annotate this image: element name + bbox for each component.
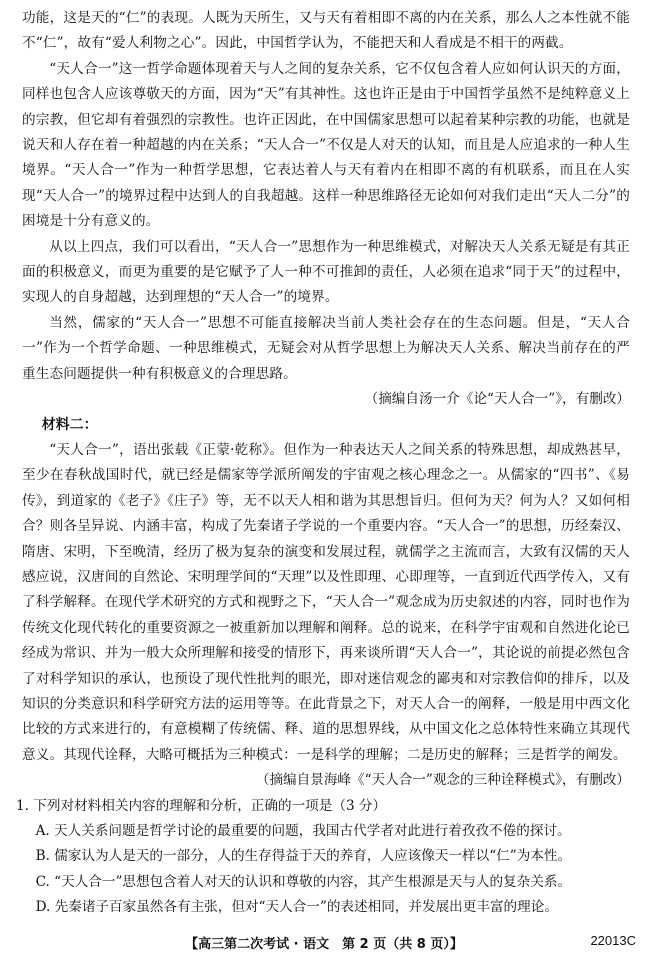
paragraph-ecology: 当然，儒家的“天人合一”思想不可能直接解决当前人类社会存在的生态问题。但是，“天人合一”作为一个哲学命题、一种思维模式，无疑会对从哲学思想上为解决天人关系、解决当前存在的严重生态问题提供一种有积极意义的合理思路。 — [22, 314, 630, 382]
page-footer — [0, 933, 648, 955]
material-2-heading: 材料二： — [41, 416, 98, 433]
paragraph-tianren-relation: “天人合一”这一哲学命题体现着天与人之间的复杂关系，它不仅包含着人应如何认识天的方面，同样也包含人应该尊敬天的方面，因为“天”有其神性。这也许正是由于中国哲学虽然不是纯粹意义上的宗教，但它却有着强烈的宗教性。也许正因此，在中国儒家思想可以起着某种宗教的功能，也就是说天和人存在着一种超越的内在关系；“天人合一”不仅是人对天的认知，而且是人应追求的一种人生境界。“天人合一”作为一种哲学思想，它表达着人与天有着内在相即不离的有机联系，而且在人实现“天人合一”的境界过程中达到人的自我超越。这样一种思维路径无论如何对我们走出“天人二分”的困境是十分有意义的。 — [22, 60, 630, 230]
option-d: D. 先秦诸子百家虽然各有主张，但对“天人合一”的表述相同，并发展出更丰富的理论。 — [35, 899, 558, 916]
footer-page-info: 【高三第二次考试 · 语文 第 2 页（共 8 页）】 — [185, 937, 463, 952]
paragraph-material-2: “天人合一”，语出张载《正蒙·乾称》。但作为一种表达天人之间关系的特殊思想，却成熟甚早，至少在春秋战国时代，就已经是儒家等学派所阐发的宇宙观之核心理念之一。从儒家的“四书”、《易传》，到道家的《老子》《庄子》等，无不以天人相和谐为其思想旨归。但何为天？何为人？又如何相合？则各呈异说、内涵丰富，构成了先秦诸子学说的一个重要内容。“天人合一”的思想，历经秦汉、隋唐、宋明，下至晚清，经历了极为复杂的演变和发展过程，就儒学之主流而言，大致有汉儒的天人感应说，汉唐间的自然论、宋明理学间的“天理”以及性即理、心即理等，一直到近代西学传入，又有了科学解释。在现代学术研究的方式和视野之下，“天人合一”观念成为历史叙述的内容，同时也作为传统文化现代转化的重要资源之一被重新加以理解和阐释。总的说来，在科学宇宙观和自然进化论已经成为常识、并为一般大众所理解和接受的情形下，再来谈所谓“天人合一”，其论说的前提必然包含了对科学知识的承认，也预设了现代性批判的眼光，即对迷信观念的鄙夷和对宗教信仰的排斥，以及知识的分类意识和科学研究方法的运用等等。在此背景之下，对天人合一的阐释，一般是用中西文化比较的方式来进行的，有意模糊了传统儒、释、道的思想界线，从中国文化之总体特性来确立其现代意义。其现代诠释，大略可概括为三种模式：一是科学的理解；二是历史的解释；三是哲学的阐发。 — [22, 441, 630, 763]
option-a: A. 天人关系问题是哲学讨论的最重要的问题，我国古代学者对此进行着孜孜不倦的探讨。 — [35, 823, 571, 839]
paragraph-four-points: 从以上四点，我们可以看出，“天人合一”思想作为一种思维模式，对解决天人关系无疑是有其正面的积极意义，而更为重要的是它赋予了人一种不可推卸的责任，人必须在追求“同于天”的过程中，实现人的自身超越，达到理想的“天人合一”的境界。 — [22, 238, 630, 306]
footer-exam-code: 22013C — [590, 933, 636, 948]
option-c: C. “天人合一”思想包含着人对天的认识和尊敬的内容，其产生根源是天与人的复杂关系。 — [35, 873, 572, 890]
question-stem: 1. 下列对材料相关内容的理解和分析，正确的一项是（3 分） — [16, 797, 387, 814]
question-1 — [16, 794, 630, 921]
option-b: B. 儒家认为人是天的一部分，人的生存得益于天的养育，人应该像天一样以“仁”为本性。 — [35, 848, 572, 865]
source-citation-2: （摘编自景海峰《“天人合一”观念的三种诠释模式》，有删改） — [255, 772, 630, 789]
paragraph-continuation: 功能，这是天的“仁”的表现。人既为天所生，又与天有着相即不离的内在关系，那么人之本性就不能不“仁”，故有“爱人利物之心”。因此，中国哲学认为，不能把天和人看成是不相干的两截。 — [22, 10, 630, 52]
source-citation-1: （摘编自汤一介《论“天人合一”》，有删改） — [364, 391, 630, 408]
